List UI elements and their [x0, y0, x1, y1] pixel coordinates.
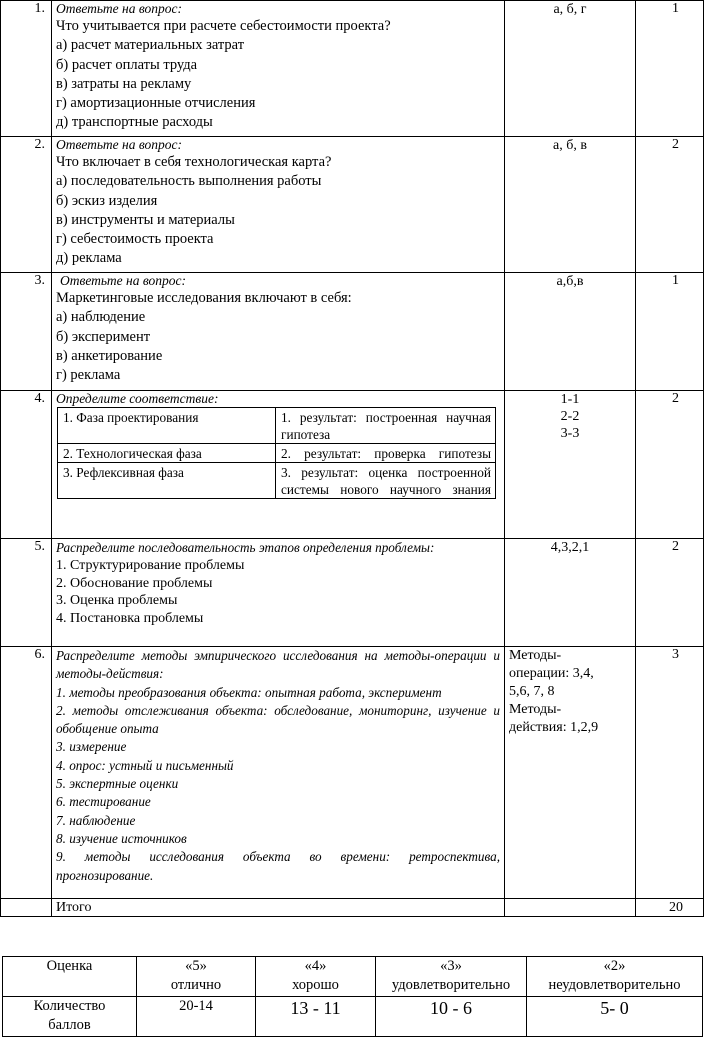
- option: 6. тестирование: [56, 794, 151, 810]
- points-row-label-line: баллов: [48, 1017, 91, 1033]
- question-text: Что учитывается при расчете себестоимости проекта?: [56, 18, 391, 34]
- answer-line: 1-1: [560, 392, 580, 407]
- total-points: 20: [636, 899, 704, 917]
- matching-row: [58, 463, 496, 499]
- grading-table: [2, 956, 703, 1037]
- points-cell: 2: [636, 137, 704, 273]
- answer-cell: 4,3,2,1: [505, 539, 636, 647]
- question-cell: [52, 391, 505, 539]
- matching-table: [57, 407, 496, 499]
- answer-line: операции: 3,4,: [509, 666, 594, 681]
- instruction: Распределите последовательность этапов определения проблемы:: [56, 540, 435, 555]
- question-cell: [52, 1, 505, 137]
- option: в) анкетирование: [56, 347, 163, 364]
- answer-cell: [505, 647, 636, 899]
- row-number: 5.: [1, 539, 52, 647]
- grade-header-row: [3, 957, 703, 997]
- row-number: 6.: [1, 647, 52, 899]
- answer-line: действия: 1,2,9: [509, 720, 599, 735]
- option: а) последовательность выполнения работы: [56, 173, 322, 190]
- option: 5. экспертные оценки: [56, 776, 179, 792]
- answer-line: 2-2: [560, 409, 580, 424]
- option: а) расчет материальных затрат: [56, 37, 245, 54]
- table-row: [1, 273, 704, 391]
- points-cell: 1: [636, 273, 704, 391]
- grade-word: хорошо: [292, 977, 339, 993]
- matching-row: [58, 408, 496, 444]
- table-row: [1, 647, 704, 899]
- grade-range: 10 - 6: [376, 997, 527, 1037]
- option: б) эскиз изделия: [56, 192, 158, 209]
- points-row-label-line: Количество: [33, 998, 106, 1014]
- option: г) амортизационные отчисления: [56, 95, 256, 112]
- grade-range: 5- 0: [527, 997, 703, 1037]
- instruction: Распределите методы эмпирического исследования на методы-операции и методы-действия:: [56, 648, 500, 682]
- option: 3. Оценка проблемы: [56, 593, 178, 609]
- question-text: Что включает в себя технологическая карта?: [56, 154, 332, 170]
- grade-word: отлично: [170, 977, 222, 993]
- result-cell: 1. результат: построенная научная гипотеза: [276, 408, 496, 444]
- option: а) наблюдение: [56, 309, 146, 326]
- row-number: 2.: [1, 137, 52, 273]
- grade-mark: «4»: [304, 958, 327, 974]
- grade-mark: «2»: [603, 958, 626, 974]
- result-cell: 2. результат: проверка гипотезы: [276, 444, 496, 463]
- instruction: Ответьте на вопрос:: [56, 137, 182, 152]
- table-row: [1, 137, 704, 273]
- option: 4. опрос: устный и письменный: [56, 757, 234, 773]
- option: д) транспортные расходы: [56, 114, 213, 131]
- option: д) реклама: [56, 250, 122, 267]
- option: 3. измерение: [56, 739, 127, 755]
- answer-cell: а, б, г: [505, 1, 636, 137]
- option: б) эксперимент: [56, 328, 151, 345]
- answer-cell: [505, 391, 636, 539]
- grade-word: неудовлетворительно: [548, 977, 681, 993]
- grade-mark: «3»: [440, 958, 462, 974]
- phase-cell: 1. Фаза проектирования: [58, 408, 276, 444]
- option: в) затраты на рекламу: [56, 75, 192, 92]
- grade-word: удовлетворительно: [391, 977, 511, 993]
- table-row: [1, 391, 704, 539]
- table-row: [1, 1, 704, 137]
- answer-line: Методы-: [509, 648, 562, 663]
- answer-line: 3-3: [560, 426, 580, 441]
- grade-points-row: [3, 997, 703, 1037]
- option: 4. Постановка проблемы: [56, 610, 204, 626]
- question-cell: [52, 539, 505, 647]
- phase-cell: 2. Технологическая фаза: [58, 444, 276, 463]
- row-number: 4.: [1, 391, 52, 539]
- grade-mark: «5»: [185, 958, 207, 974]
- phase-cell: 3. Рефлексивная фаза: [58, 463, 276, 499]
- question-cell: [52, 273, 505, 391]
- table-row: [1, 539, 704, 647]
- matching-row: [58, 444, 496, 463]
- points-row-label: [3, 997, 137, 1037]
- points-cell: 3: [636, 647, 704, 899]
- instruction: Ответьте на вопрос:: [60, 273, 186, 288]
- grade-column: [256, 957, 376, 997]
- instruction: Ответьте на вопрос:: [56, 1, 182, 16]
- option: 2. Обоснование проблемы: [56, 575, 213, 591]
- option: 9. методы исследования объекта во времени: ретроспектива, прогнозирование.: [56, 849, 500, 883]
- option: г) реклама: [56, 367, 121, 384]
- answer-line: 5,6, 7, 8: [509, 684, 555, 699]
- question-cell: [52, 647, 505, 899]
- total-label: Итого: [52, 899, 505, 917]
- row-number: 1.: [1, 1, 52, 137]
- points-cell: 1: [636, 1, 704, 137]
- option: г) себестоимость проекта: [56, 231, 214, 248]
- answer-cell: а, б, в: [505, 137, 636, 273]
- grade-header-label: Оценка: [3, 957, 137, 997]
- grade-range: 20-14: [137, 997, 256, 1037]
- option: 8. изучение источников: [56, 830, 187, 846]
- grade-column: [137, 957, 256, 997]
- grade-range: 13 - 11: [256, 997, 376, 1037]
- option: 1. Структурирование проблемы: [56, 558, 245, 574]
- question-cell: [52, 137, 505, 273]
- row-number: 3.: [1, 273, 52, 391]
- grade-column: [376, 957, 527, 997]
- points-cell: 2: [636, 391, 704, 539]
- option: в) инструменты и материалы: [56, 211, 235, 228]
- option: б) расчет оплаты труда: [56, 56, 198, 73]
- result-cell: 3. результат: оценка построенной системы нового научного знания: [276, 463, 496, 499]
- option: 7. наблюдение: [56, 812, 136, 828]
- total-row: [1, 899, 704, 917]
- question-text: Маркетинговые исследования включают в себя:: [56, 290, 352, 306]
- option: 1. методы преобразования объекта: опытная работа, эксперимент: [56, 684, 442, 700]
- instruction: Определите соответствие:: [56, 391, 219, 406]
- answer-cell: а,б,в: [505, 273, 636, 391]
- answer-line: Методы-: [509, 702, 562, 717]
- grade-column: [527, 957, 703, 997]
- option: 2. методы отслеживания объекта: обследование, мониторинг, изучение и обобщение опыта: [56, 702, 500, 737]
- points-cell: 2: [636, 539, 704, 647]
